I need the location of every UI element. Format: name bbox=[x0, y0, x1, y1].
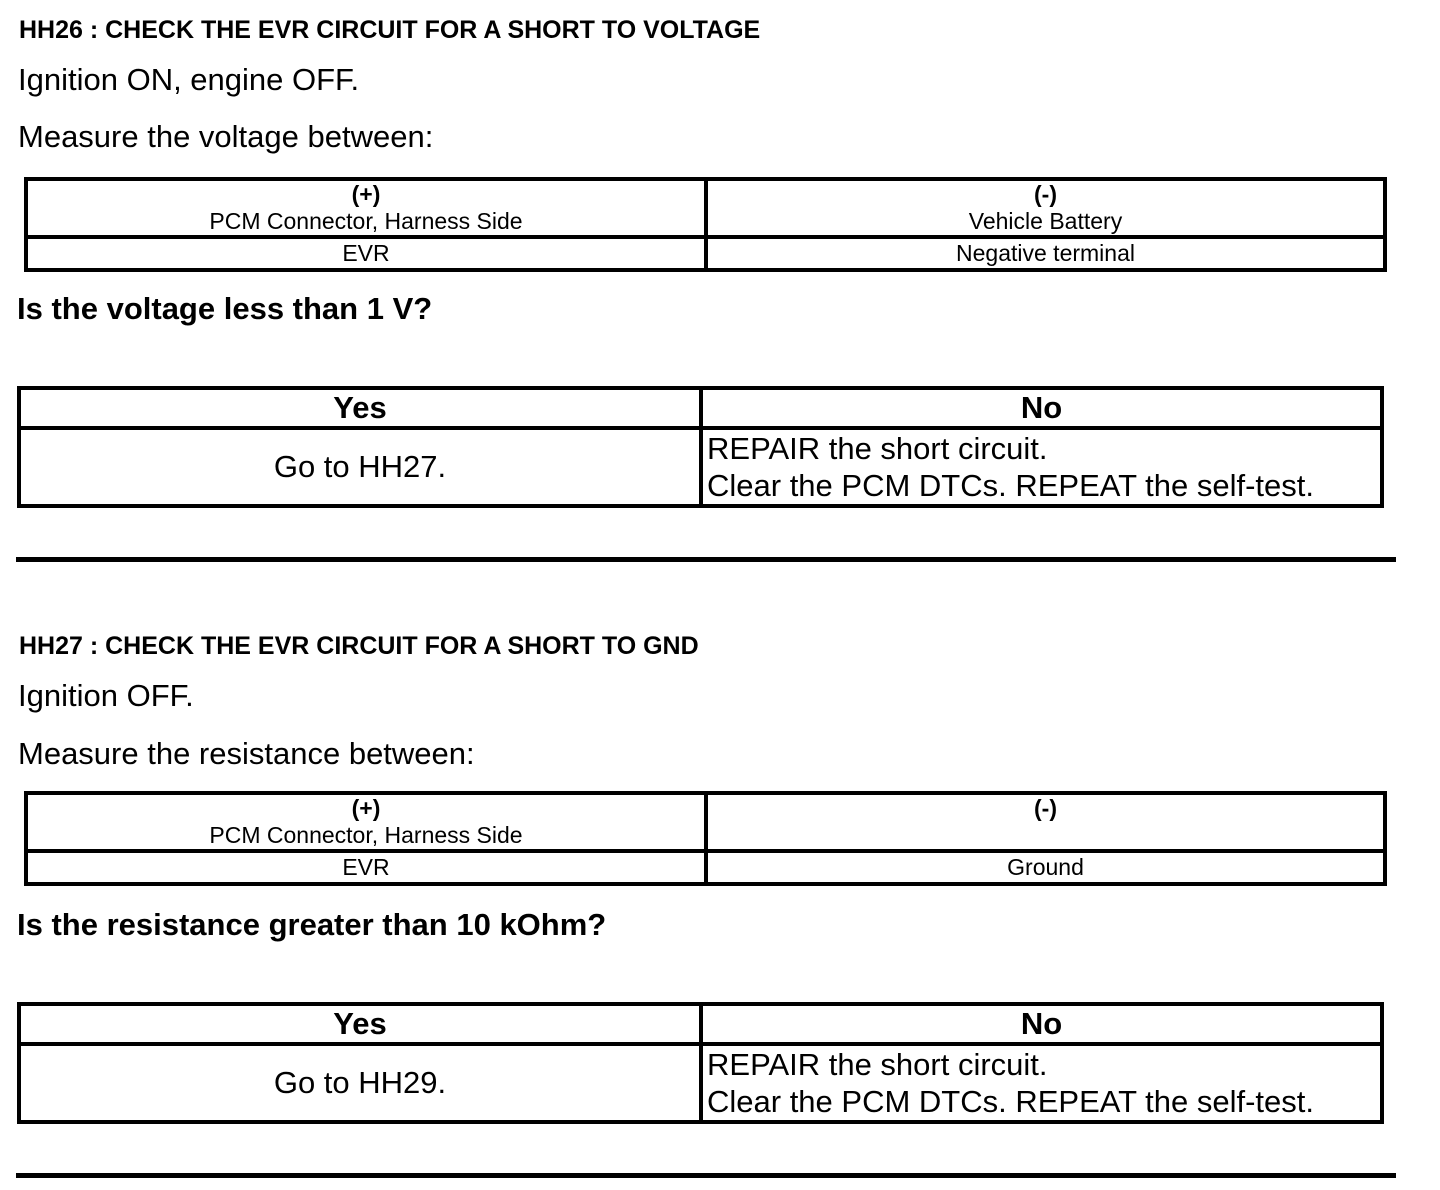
minus-label: Vehicle Battery bbox=[968, 208, 1123, 234]
measure-minus-value: Negative terminal bbox=[706, 237, 1385, 270]
no-action-line: Clear the PCM DTCs. REPEAT the self-test. bbox=[707, 468, 1314, 503]
minus-sign: (-) bbox=[1034, 181, 1057, 207]
step-condition-hh27: Ignition OFF. bbox=[18, 678, 194, 713]
yes-header: Yes bbox=[19, 1004, 701, 1044]
no-action-line: REPAIR the short circuit. bbox=[707, 1047, 1048, 1082]
minus-sign: (-) bbox=[1034, 795, 1057, 821]
no-action bbox=[701, 1044, 1382, 1122]
plus-label: PCM Connector, Harness Side bbox=[209, 822, 523, 848]
measure-table-hh26 bbox=[24, 177, 1387, 272]
measure-label-hh27: Measure the resistance between: bbox=[18, 736, 475, 771]
yes-action: Go to HH27. bbox=[19, 428, 701, 506]
measure-label-hh26: Measure the voltage between: bbox=[18, 119, 434, 154]
answer-table-hh27 bbox=[17, 1002, 1384, 1124]
no-header: No bbox=[701, 1004, 1382, 1044]
question-hh27: Is the resistance greater than 10 kOhm? bbox=[17, 907, 607, 942]
measure-plus-value: EVR bbox=[26, 851, 706, 884]
no-header: No bbox=[701, 388, 1382, 428]
step-condition-hh26: Ignition ON, engine OFF. bbox=[18, 62, 360, 97]
no-action-line: REPAIR the short circuit. bbox=[707, 431, 1048, 466]
measure-table-hh27 bbox=[24, 791, 1387, 886]
measure-minus-header bbox=[706, 793, 1385, 851]
plus-sign: (+) bbox=[351, 795, 381, 821]
step-title-hh27: HH27 : CHECK THE EVR CIRCUIT FOR A SHORT TO GND bbox=[19, 632, 699, 660]
yes-header: Yes bbox=[19, 388, 701, 428]
section-divider bbox=[16, 1173, 1396, 1178]
step-title-hh26: HH26 : CHECK THE EVR CIRCUIT FOR A SHORT TO VOLTAGE bbox=[19, 16, 761, 44]
no-action bbox=[701, 428, 1382, 506]
measure-plus-header bbox=[26, 179, 706, 237]
measure-plus-value: EVR bbox=[26, 237, 706, 270]
yes-action: Go to HH29. bbox=[19, 1044, 701, 1122]
plus-sign: (+) bbox=[351, 181, 381, 207]
answer-table-hh26 bbox=[17, 386, 1384, 508]
no-action-line: Clear the PCM DTCs. REPEAT the self-test. bbox=[707, 1084, 1314, 1119]
question-hh26: Is the voltage less than 1 V? bbox=[17, 291, 433, 326]
measure-minus-value: Ground bbox=[706, 851, 1385, 884]
measure-plus-header bbox=[26, 793, 706, 851]
section-divider bbox=[16, 557, 1396, 562]
measure-minus-header bbox=[706, 179, 1385, 237]
plus-label: PCM Connector, Harness Side bbox=[209, 208, 523, 234]
